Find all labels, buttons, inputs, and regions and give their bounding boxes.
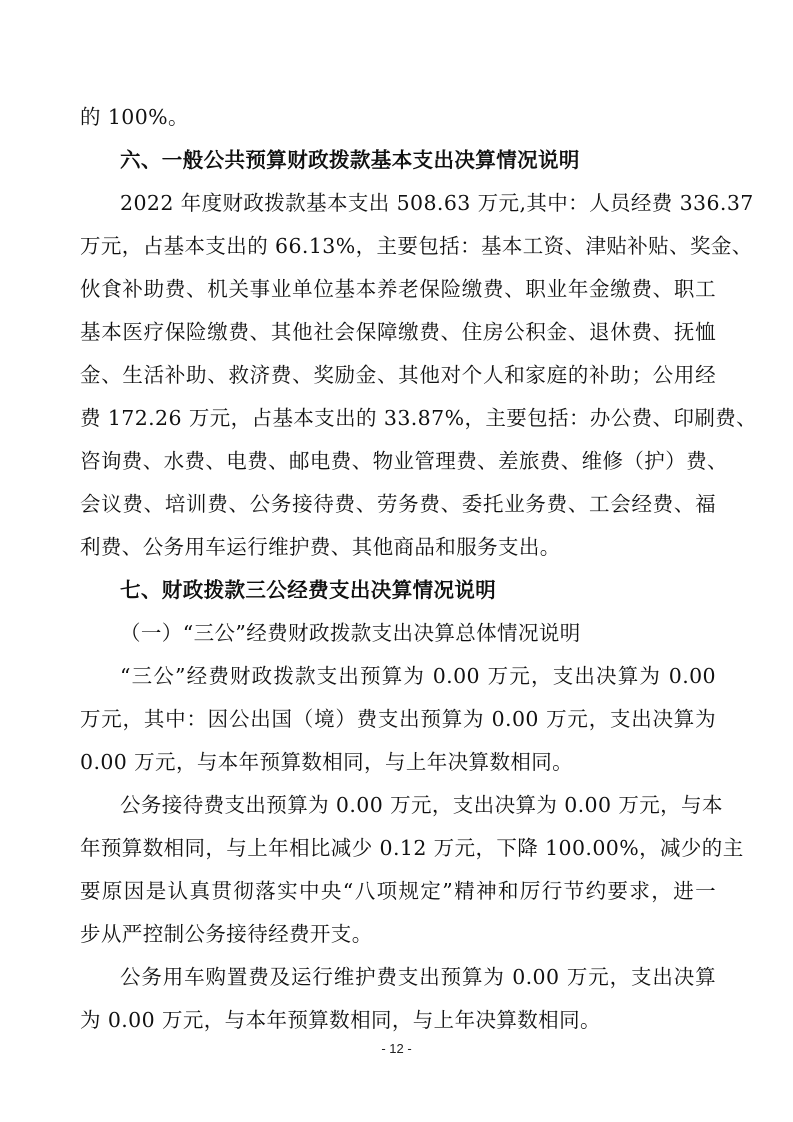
text-line: 会议费、培训费、公务接待费、劳务费、委托业务费、工会经费、福 (80, 492, 716, 516)
subsection-heading: （一）“三公”经费财政拨款支出决算总体情况说明 (120, 621, 581, 645)
text-line: 为 0.00 万元，与本年预算数相同，与上年决算数相同。 (80, 1008, 601, 1032)
text-line: 的 100%。 (80, 105, 189, 129)
text-line: 咨询费、水费、电费、邮电费、物业管理费、差旅费、维修（护）费、 (80, 449, 728, 473)
text-line: 金、生活补助、救济费、奖励金、其他对个人和家庭的补助；公用经 (80, 363, 716, 387)
text-line: 利费、公务用车运行维护费、其他商品和服务支出。 (80, 535, 561, 559)
text-line: 公务用车购置费及运行维护费支出预算为 0.00 万元，支出决算 (120, 965, 716, 989)
text-line: 万元，其中：因公出国（境）费支出预算为 0.00 万元，支出决算为 (80, 707, 716, 731)
text-line: 2022 年度财政拨款基本支出 508.63 万元,其中：人员经费 336.37 (120, 191, 754, 215)
text-line: 费 172.26 万元，占基本支出的 33.87%，主要包括：办公费、印刷费、 (80, 406, 758, 430)
section-heading: 七、财政拨款三公经费支出决算情况说明 (120, 578, 497, 602)
text-line: 公务接待费支出预算为 0.00 万元，支出决算为 0.00 万元，与本 (120, 793, 723, 817)
text-line: 万元，占基本支出的 66.13%，主要包括：基本工资、津贴补贴、奖金、 (80, 234, 753, 258)
text-line: 年预算数相同，与上年相比减少 0.12 万元，下降 100.00%，减少的主 (80, 836, 744, 860)
text-line: 要原因是认真贯彻落实中央“八项规定”精神和厉行节约要求，进一 (80, 879, 716, 903)
text-line: 伙食补助费、机关事业单位基本养老保险缴费、职业年金缴费、职工 (80, 277, 716, 301)
section-heading: 六、一般公共预算财政拨款基本支出决算情况说明 (120, 148, 580, 172)
text-line: “三公”经费财政拨款支出预算为 0.00 万元，支出决算为 0.00 (120, 664, 716, 688)
page-number: - 12 - (381, 1041, 412, 1056)
text-line: 0.00 万元，与本年预算数相同，与上年决算数相同。 (80, 750, 574, 774)
text-line: 步从严控制公务接待经费开支。 (80, 922, 373, 946)
text-line: 基本医疗保险缴费、其他社会保障缴费、住房公积金、退休费、抚恤 (80, 320, 716, 344)
